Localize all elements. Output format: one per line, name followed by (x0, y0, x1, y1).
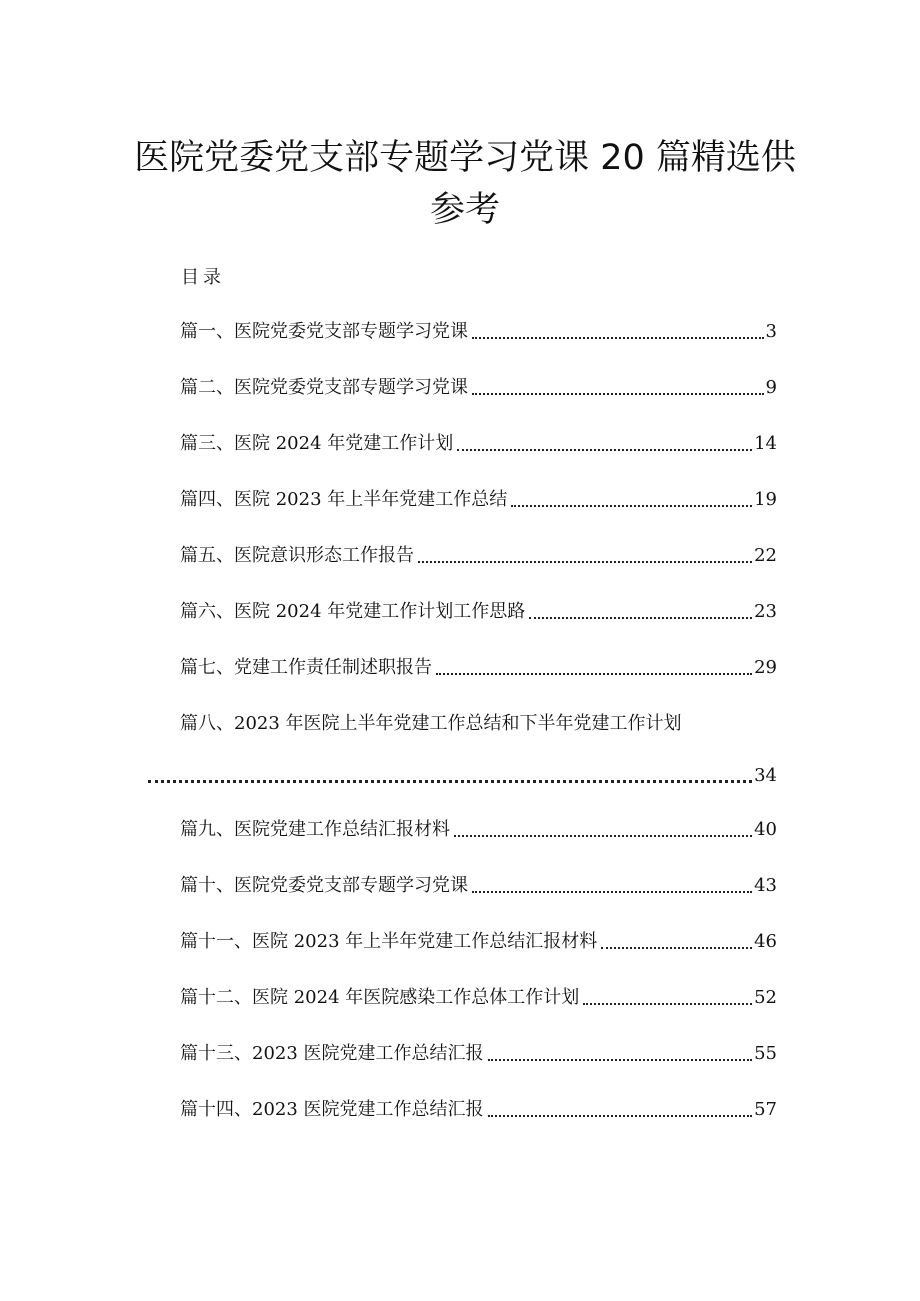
toc-entry-title: 篇十、医院党委党支部专题学习党课 (180, 875, 468, 896)
toc-dot-leader (436, 673, 752, 675)
toc-entry[interactable] (180, 983, 777, 1013)
toc-page-number: 9 (765, 377, 777, 398)
toc-dot-leader (601, 947, 752, 949)
toc-page-number: 43 (754, 875, 777, 896)
toc-entry-title: 篇四、医院 2023 年上半年党建工作总结 (180, 489, 508, 510)
document-title-continued: 参考 (429, 190, 500, 230)
toc-entry[interactable] (180, 429, 777, 459)
toc-dot-leader (418, 561, 752, 563)
toc-entry-title: 篇六、医院 2024 年党建工作计划工作思路 (180, 601, 526, 622)
toc-entry[interactable] (180, 1039, 777, 1069)
toc-entry-title: 篇七、党建工作责任制述职报告 (180, 657, 432, 678)
toc-page-number: 29 (754, 657, 777, 678)
toc-entry-title: 篇五、医院意识形态工作报告 (180, 545, 414, 566)
toc-entry-title: 篇一、医院党委党支部专题学习党课 (180, 321, 468, 342)
toc-entry[interactable] (180, 653, 777, 683)
toc-entry[interactable] (180, 871, 777, 901)
toc-entry[interactable] (180, 927, 777, 957)
toc-dot-leader (457, 449, 752, 451)
toc-dot-leader (529, 617, 752, 619)
toc-heading: 目录 (181, 267, 225, 288)
toc-entry[interactable] (180, 541, 777, 571)
toc-page-number: 23 (754, 601, 777, 622)
toc-page-number: 22 (754, 545, 777, 566)
toc-dot-leader (511, 505, 752, 507)
toc-entry-title: 篇二、医院党委党支部专题学习党课 (180, 377, 468, 398)
toc-page-number: 57 (754, 1099, 777, 1120)
toc-dot-leader (472, 891, 752, 893)
toc-dot-leader (472, 337, 764, 339)
toc-dot-leader (583, 1003, 752, 1005)
toc-entry[interactable] (180, 485, 777, 515)
toc-entry[interactable] (180, 815, 777, 845)
toc-dot-leader (454, 835, 752, 837)
toc-entry-title: 篇十三、2023 医院党建工作总结汇报 (180, 1043, 484, 1064)
toc-page-number: 52 (754, 987, 777, 1008)
toc-entry[interactable] (180, 597, 777, 627)
toc-page-number: 46 (754, 931, 777, 952)
toc-entry[interactable] (180, 317, 777, 347)
toc-entry-title: 篇十二、医院 2024 年医院感染工作总体工作计划 (180, 987, 580, 1008)
toc-dot-leader (488, 1115, 753, 1117)
toc-page-number: 40 (754, 819, 777, 840)
toc-page-number: 19 (754, 489, 777, 510)
toc-entry-title[interactable]: 篇八、2023 年医院上半年党建工作总结和下半年党建工作计划 (180, 713, 682, 734)
toc-entry[interactable] (180, 1095, 777, 1125)
document-title: 医院党委党支部专题学习党课 20 篇精选供 (134, 138, 796, 178)
toc-entry-title: 篇九、医院党建工作总结汇报材料 (180, 819, 450, 840)
toc-dot-leader (148, 780, 752, 783)
toc-entry-title: 篇十四、2023 医院党建工作总结汇报 (180, 1099, 484, 1120)
toc-entry-title: 篇三、医院 2024 年党建工作计划 (180, 433, 454, 454)
toc-page-number: 34 (754, 765, 777, 786)
toc-entry-title: 篇十一、医院 2023 年上半年党建工作总结汇报材料 (180, 931, 598, 952)
toc-page-number: 14 (754, 433, 777, 454)
toc-entry-continuation[interactable] (148, 761, 777, 791)
toc-page-number: 55 (754, 1043, 777, 1064)
toc-entry[interactable] (180, 373, 777, 403)
toc-dot-leader (488, 1059, 753, 1061)
toc-page-number: 3 (765, 321, 777, 342)
toc-dot-leader (472, 393, 764, 395)
